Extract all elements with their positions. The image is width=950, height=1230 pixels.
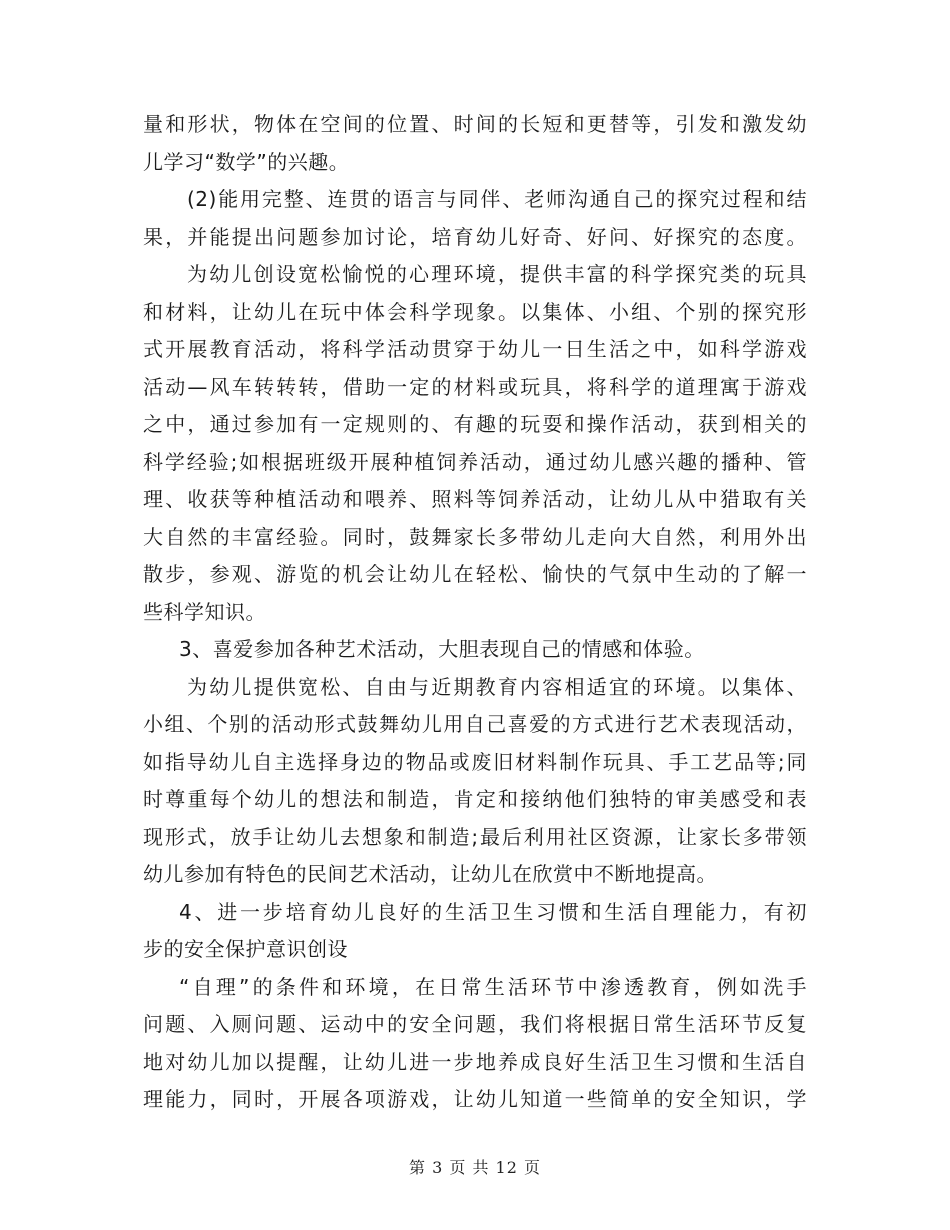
text-line: 散步，参观、游览的机会让幼儿在轻松、愉快的气氛中生动的了解一 — [143, 562, 807, 586]
text-line: 活动—风车转转转，借助一定的材料或玩具，将科学的道理寓于游戏 — [143, 374, 807, 399]
text-line: 如指导幼儿自主选择身边的物品或废旧材料制作玩具、手工艺品等;同 — [143, 749, 807, 774]
paragraph — [143, 106, 807, 181]
text-line: 量和形状，物体在空间的位置、时间的长短和更替等，引发和激发幼 — [143, 112, 807, 136]
text-line: 理能力，同时，开展各项游戏，让幼儿知道一些简单的安全知识，学 — [143, 1087, 807, 1111]
paragraph — [143, 969, 807, 1119]
text-line: 4、进一步培育幼儿良好的生活卫生习惯和生活自理能力，有初 — [179, 899, 807, 924]
paragraph — [143, 894, 807, 969]
text-line: 大自然的丰富经验。同时，鼓舞家长多带幼儿走向大自然，利用外出 — [143, 524, 807, 549]
paragraph — [143, 256, 807, 631]
text-line: 3、喜爱参加各种艺术活动，大胆表现自己的情感和体验。 — [179, 637, 705, 661]
page-number-footer: 第 3 页 共 12 页 — [409, 1158, 541, 1177]
text-line: 时尊重每个幼儿的想法和制造，肯定和接纳他们独特的审美感受和表 — [143, 787, 807, 811]
text-line: 为幼儿提供宽松、自由与近期教育内容相适宜的环境。以集体、 — [187, 674, 807, 699]
paragraph — [143, 631, 807, 669]
text-line: “自理”的条件和环境，在日常生活环节中渗透教育，例如洗手 — [179, 974, 807, 999]
paragraph — [143, 181, 807, 256]
paragraph — [143, 669, 807, 894]
text-line: 果，并能提出问题参加讨论，培育幼儿好奇、好问、好探究的态度。 — [143, 224, 807, 249]
text-line: (2)能用完整、连贯的语言与同伴、老师沟通自己的探究过程和结 — [187, 187, 807, 211]
text-line: 和材料，让幼儿在玩中体会科学现象。以集体、小组、个别的探究形 — [143, 299, 807, 324]
text-line: 幼儿参加有特色的民间艺术活动，让幼儿在欣赏中不断地提高。 — [143, 862, 717, 886]
text-line: 些科学知识。 — [143, 599, 266, 624]
text-line: 步的安全保护意识创设 — [143, 937, 348, 961]
text-line: 地对幼儿加以提醒，让幼儿进一步地养成良好生活卫生习惯和生活自 — [143, 1049, 807, 1074]
text-line: 式开展教育活动，将科学活动贯穿于幼儿一日生活之中，如科学游戏 — [143, 337, 807, 361]
text-line: 儿学习“数学”的兴趣。 — [143, 149, 350, 174]
text-line: 理、收获等种植活动和喂养、照料等饲养活动，让幼儿从中猎取有关 — [143, 487, 807, 511]
text-line: 问题、入厕问题、运动中的安全问题，我们将根据日常生活环节反复 — [143, 1012, 807, 1036]
body-text — [143, 106, 807, 1119]
text-line: 现形式，放手让幼儿去想象和制造;最后利用社区资源，让家长多带领 — [143, 824, 807, 849]
text-line: 之中，通过参加有一定规则的、有趣的玩耍和操作活动，获到相关的 — [143, 412, 807, 436]
text-line: 小组、个别的活动形式鼓舞幼儿用自己喜爱的方式进行艺术表现活动， — [143, 712, 807, 736]
text-line: 为幼儿创设宽松愉悦的心理环境，提供丰富的科学探究类的玩具 — [187, 262, 807, 286]
text-line: 科学经验;如根据班级开展种植饲养活动，通过幼儿感兴趣的播种、管 — [143, 449, 807, 474]
